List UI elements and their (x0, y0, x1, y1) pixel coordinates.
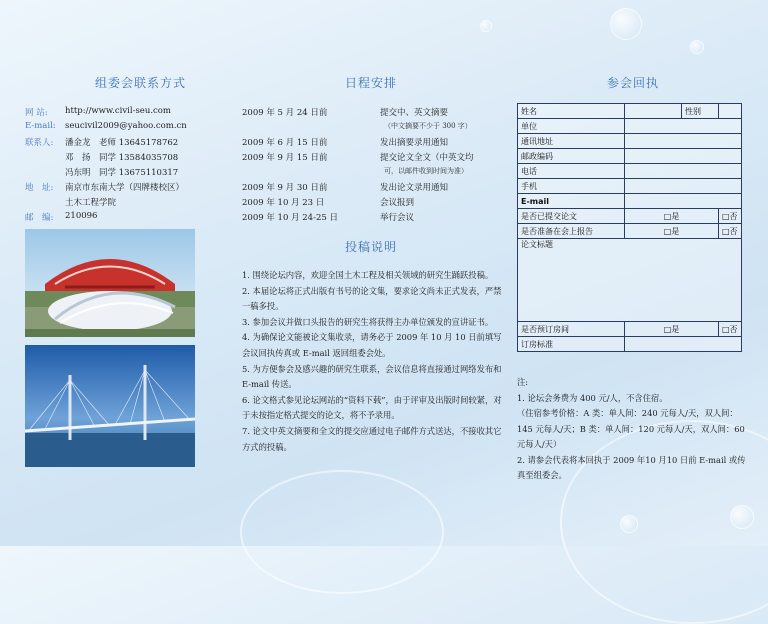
gender-input[interactable] (719, 104, 742, 119)
report-no-checkbox[interactable]: □否 (719, 224, 742, 239)
booking-yes-checkbox[interactable]: □是 (625, 322, 719, 337)
note-item: 6. 论文格式参见论坛网站的“资料下载”，由于评审及出版时间较紧，对于未按指定格式提交的论文，将不予录用。 (242, 394, 502, 421)
form-label: E-mail (518, 194, 625, 209)
booking-no-checkbox[interactable]: □否 (719, 322, 742, 337)
form-label: 手机 (518, 179, 625, 194)
contact-person: 邓 扬 同学 13584035708 (65, 153, 179, 163)
schedule-note: （中文摘要不少于 300 字） (384, 122, 472, 130)
form-label: 通讯地址 (518, 134, 625, 149)
form-label: 订房标准 (518, 337, 625, 352)
form-label: 单位 (518, 119, 625, 134)
reply-heading: 参会回执 (607, 76, 660, 90)
paper-title-field[interactable] (518, 239, 742, 322)
submission-heading: 投稿说明 (345, 240, 398, 254)
schedule-event: 发出论文录用通知 (380, 183, 449, 193)
postcode-label: 邮 编: (25, 213, 54, 223)
schedule-heading: 日程安排 (345, 76, 398, 90)
email-input[interactable] (625, 194, 742, 209)
postcode: 210096 (65, 211, 98, 221)
form-label: 电话 (518, 164, 625, 179)
stadium-photo (25, 229, 195, 337)
bg-bubble (480, 20, 492, 32)
contact-person: 冯东明 同学 13675110317 (65, 168, 179, 178)
schedule-date: 2009 年 9 月 30 日前 (242, 183, 328, 193)
email-link[interactable]: seucivil2009@yahoo.com.cn (65, 121, 187, 131)
zip-input[interactable] (625, 149, 742, 164)
address-label: 地 址: (25, 183, 54, 193)
form-label: 是否已提交论文 (518, 209, 625, 224)
submitted-no-checkbox[interactable]: □否 (719, 209, 742, 224)
phone-input[interactable] (625, 164, 742, 179)
registration-form (517, 103, 742, 352)
website-link[interactable]: http://www.civil-seu.com (65, 106, 171, 116)
schedule-note: 可，以邮件收到时间为准） (384, 167, 468, 175)
schedule-event: 提交论文全文（中英文均 (380, 153, 474, 163)
form-label: 姓名 (518, 104, 625, 119)
note-item: 3. 参加会议并做口头报告的研究生将获得主办单位颁发的宣讲证书。 (242, 316, 494, 327)
website-label: 网 站: (25, 108, 48, 118)
contact-heading: 组委会联系方式 (95, 76, 187, 90)
schedule-event: 发出摘要录用通知 (380, 138, 449, 148)
bg-bubble (690, 40, 704, 54)
schedule-event: 会议报到 (380, 198, 415, 208)
email-label: E-mail: (25, 121, 56, 131)
form-label: 邮政编码 (518, 149, 625, 164)
footnote-label: 注: (517, 377, 529, 387)
schedule-date: 2009 年 10 月 23 日 (242, 198, 325, 208)
unit-input[interactable] (625, 119, 742, 134)
schedule-date: 2009 年 6 月 15 日前 (242, 138, 328, 148)
standard-input[interactable] (625, 337, 742, 352)
schedule-event: 举行会议 (380, 213, 415, 223)
address-line: 南京市东南大学（四牌楼校区） (65, 183, 185, 193)
note-item: 7. 论文中英文摘要和全文的提交应通过电子邮件方式送达，不接收其它方式的投稿。 (242, 425, 502, 452)
bg-bubble (610, 8, 642, 40)
bridge-photo (25, 345, 195, 467)
address-line: 土木工程学院 (65, 198, 117, 208)
schedule-date: 2009 年 10 月 24-25 日 (242, 213, 338, 223)
report-yes-checkbox[interactable]: □是 (625, 224, 719, 239)
schedule-date: 2009 年 5 月 24 日前 (242, 108, 328, 118)
name-input[interactable] (625, 104, 682, 119)
note-item: 1. 围绕论坛内容，欢迎全国土木工程及相关领域的研究生踊跃投稿。 (242, 270, 494, 280)
mobile-input[interactable] (625, 179, 742, 194)
submission-notes (242, 268, 504, 455)
form-label: 性别 (682, 104, 719, 119)
address-input[interactable] (625, 134, 742, 149)
form-label: 论文标题 (521, 240, 553, 249)
note-item: 5. 为方便参会及感兴趣的研究生联系，会议信息将直接通过网络发布和 E-mail 传送。 (242, 363, 502, 390)
schedule-date: 2009 年 9 月 15 日前 (242, 153, 328, 163)
form-label: 是否准备在会上报告 (518, 224, 625, 239)
footnote-item: 2. 请参会代表将本回执于 2009 年10 月10 日前 E-mail 或传真至组委会。 (517, 454, 746, 480)
note-item: 2. 本届论坛将正式出版有书号的论文集，要求论文尚未正式发表，严禁一稿多投。 (242, 285, 502, 312)
footnote-item: 1. 论坛会务费为 400 元/人，不含住宿。 (517, 392, 668, 403)
form-label: 是否预订房间 (518, 322, 625, 337)
contacts-label: 联系人: (25, 138, 54, 148)
note-item: 4. 为确保论文能被论文集收录，请务必于 2009 年 10 月 10 日前填写会议回执传真或 E-mail 返回组委会处。 (242, 332, 502, 358)
footnote-item: （住宿参考价格：A 类：单人间：240 元每人/天，双人间：145 元每人/天；B 类：单人间：120 元每人/天，双人间：60 元每人/天） (517, 408, 745, 449)
contact-person: 潘金龙 老师 13645178762 (65, 138, 179, 148)
footnotes (517, 375, 747, 484)
bg-swirl (240, 470, 444, 594)
schedule-event: 提交中、英文摘要 (380, 108, 449, 118)
submitted-yes-checkbox[interactable]: □是 (625, 209, 719, 224)
